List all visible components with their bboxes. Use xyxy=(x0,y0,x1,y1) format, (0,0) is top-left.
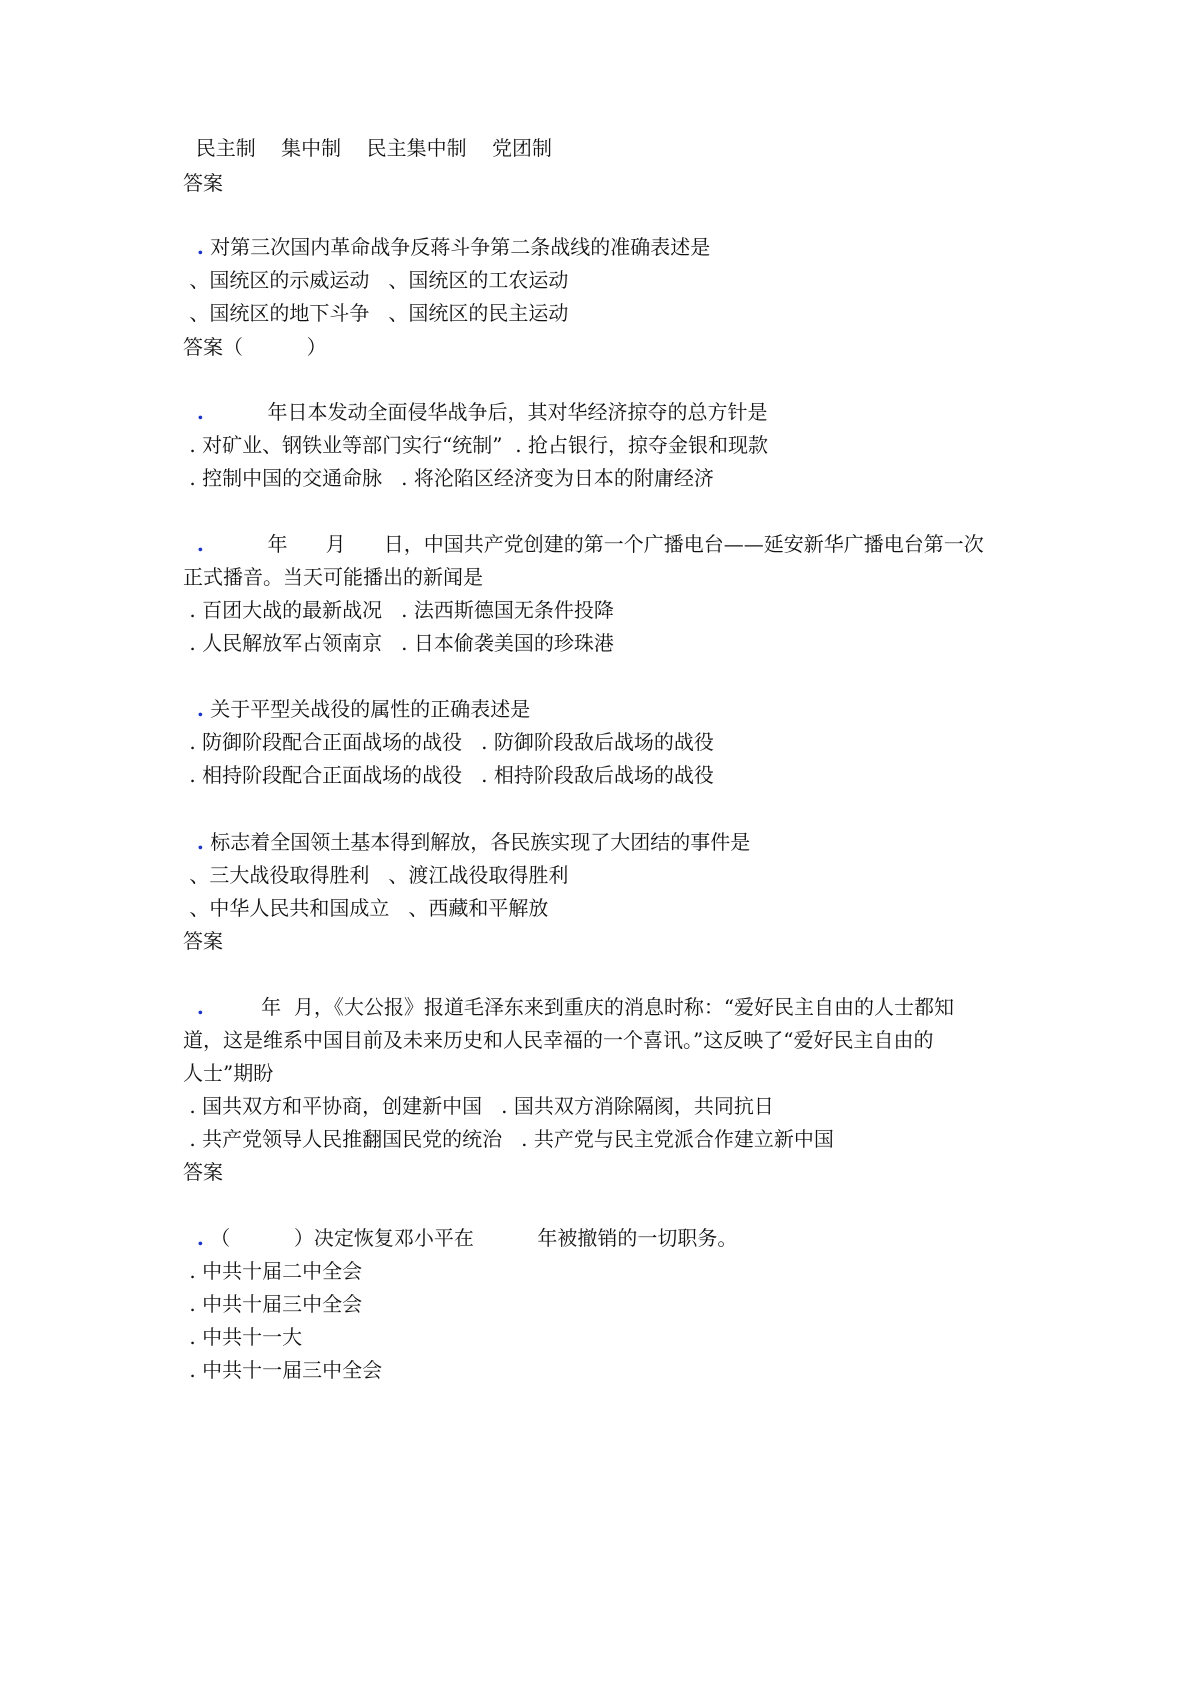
question-number: . xyxy=(183,1226,204,1250)
answer-line: 答案 xyxy=(183,171,223,195)
question-number: . xyxy=(183,235,204,259)
option-line: . 中共十一届三中全会 xyxy=(183,1358,383,1382)
option-line: 、中华人民共和国成立 、西藏和平解放 xyxy=(183,896,549,920)
option-line: . 对矿业、钢铁业等部门实行“统制” . 抢占银行，掠夺金银和现款 xyxy=(183,433,768,457)
option-line: . 相持阶段配合正面战场的战役 . 相持阶段敌后战场的战役 xyxy=(183,763,714,787)
option-line: . 中共十届三中全会 xyxy=(183,1292,363,1316)
question-line-continuation: 人士”期盼 xyxy=(183,1061,274,1085)
option-line: 、三大战役取得胜利 、渡江战役取得胜利 xyxy=(183,863,569,887)
option-line: . 控制中国的交通命脉 . 将沦陷区经济变为日本的附庸经济 xyxy=(183,466,714,490)
question-line: . （ ）决定恢复邓小平在 年被撤销的一切职务。 xyxy=(183,1226,738,1250)
question-number: . xyxy=(183,697,204,721)
question-number: . xyxy=(183,532,204,556)
option-line: . 中共十届二中全会 xyxy=(183,1259,363,1283)
option-line: . 人民解放军占领南京 . 日本偷袭美国的珍珠港 xyxy=(183,631,614,655)
question-line-continuation: 道，这是维系中国目前及未来历史和人民幸福的一个喜讯。”这反映了“爱好民主自由的 xyxy=(183,1028,934,1052)
question-line: . 关于平型关战役的属性的正确表述是 xyxy=(183,697,531,721)
question-number: . xyxy=(183,995,204,1019)
question-line: . 标志着全国领土基本得到解放，各民族实现了大团结的事件是 xyxy=(183,830,751,854)
question-number: . xyxy=(183,400,204,424)
answer-line: 答案（ ） xyxy=(183,335,327,359)
answer-line: 答案 xyxy=(183,1160,223,1184)
text-line: 民主制 集中制 民主集中制 党团制 xyxy=(183,136,553,160)
option-line: . 防御阶段配合正面战场的战役 . 防御阶段敌后战场的战役 xyxy=(183,730,714,754)
question-number: . xyxy=(183,830,204,854)
question-line: . 年日本发动全面侵华战争后，其对华经济掠夺的总方针是 xyxy=(183,400,768,424)
question-line-continuation: 正式播音。当天可能播出的新闻是 xyxy=(183,565,483,589)
option-line: 、国统区的示威运动 、国统区的工农运动 xyxy=(183,268,569,292)
question-line: . 对第三次国内革命战争反蒋斗争第二条战线的准确表述是 xyxy=(183,235,711,259)
answer-line: 答案 xyxy=(183,929,223,953)
option-line: . 百团大战的最新战况 . 法西斯德国无条件投降 xyxy=(183,598,614,622)
option-line: . 共产党领导人民推翻国民党的统治 . 共产党与民主党派合作建立新中国 xyxy=(183,1127,834,1151)
option-line: 、国统区的地下斗争 、国统区的民主运动 xyxy=(183,301,569,325)
option-line: . 国共双方和平协商，创建新中国 . 国共双方消除隔阂，共同抗日 xyxy=(183,1094,774,1118)
option-line: . 中共十一大 xyxy=(183,1325,303,1349)
question-line: . 年 月 日，中国共产党创建的第一个广播电台——延安新华广播电台第一次 xyxy=(183,532,984,556)
question-line: . 年 月，《大公报》报道毛泽东来到重庆的消息时称：“爱好民主自由的人士都知 xyxy=(183,995,955,1019)
